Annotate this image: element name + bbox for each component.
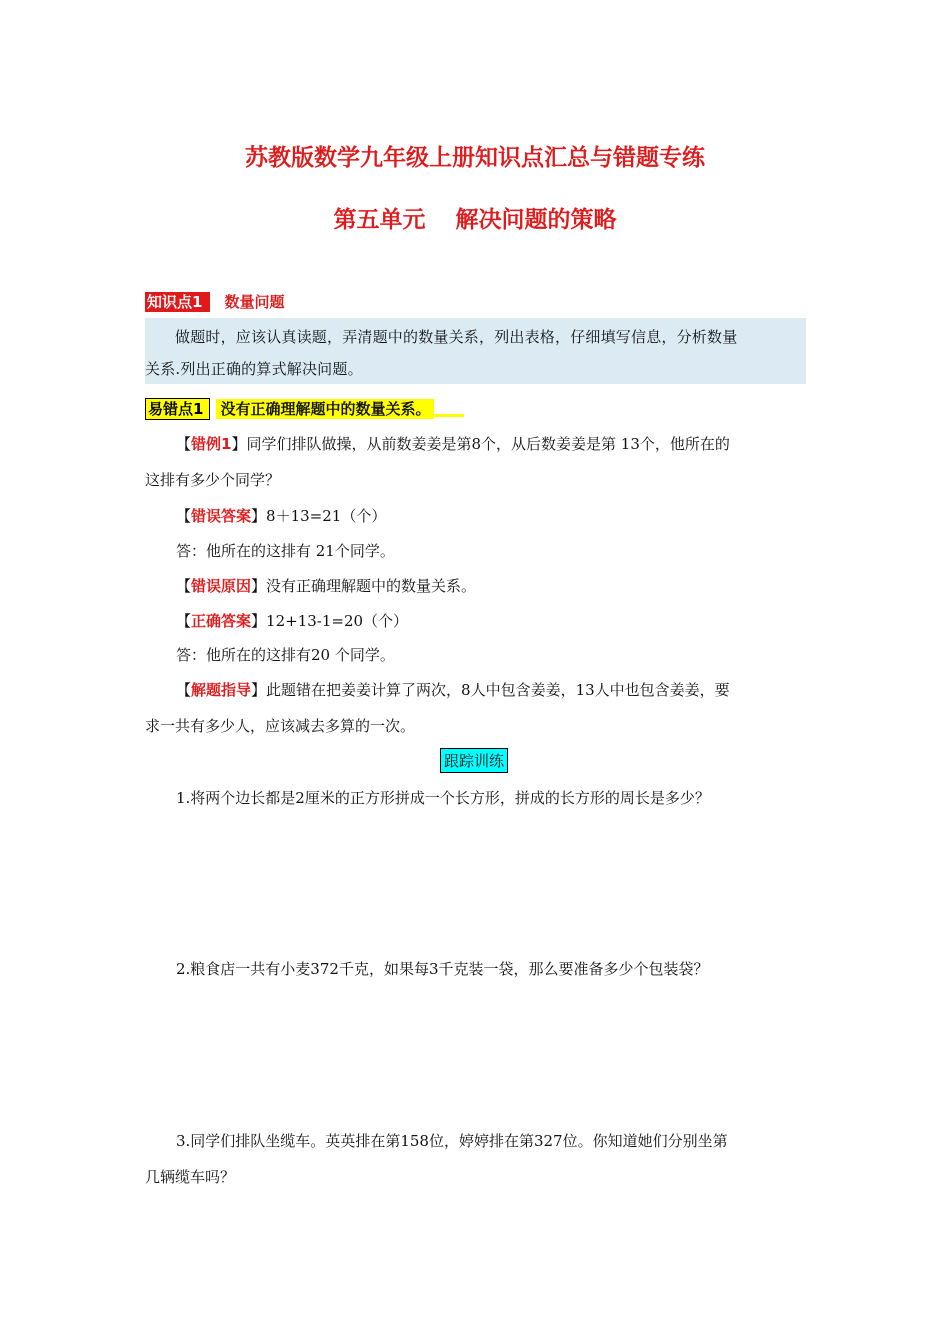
practice-question-1: 1.将两个边长都是2厘米的正方形拼成一个长方形，拼成的长方形的周长是多少？ xyxy=(176,789,710,807)
practice-question-2: 2.粮食店一共有小麦372千克，如果每3千克装一袋，那么要准备多少个包装袋？ xyxy=(176,960,709,978)
error-reason-line: 【错误原因】没有正确理解题中的数量关系。 xyxy=(176,577,477,595)
wrong-answer-line: 【错误答案】8＋13=21（个） xyxy=(176,507,387,525)
solution-guide-line: 【解题指导】此题错在把姜姜计算了两次，8人中包含姜姜，13人中也包含姜姜，要 xyxy=(176,681,730,699)
mistake-point-heading xyxy=(145,398,464,419)
summary-line-1: 做题时，应该认真读题，弄清题中的数量关系，列出表格，仔细填写信息，分析数量 xyxy=(175,328,738,346)
unit-heading xyxy=(0,201,950,234)
practice-heading: 跟踪训练 xyxy=(440,748,508,773)
mistake-point-title: 没有正确理解题中的数量关系。 xyxy=(216,399,434,419)
example-label: 错例1 xyxy=(191,435,232,453)
correct-answer-reply: 答：他所在的这排有20 个同学。 xyxy=(176,646,395,664)
practice-question-3-line-1: 3.同学们排队坐缆车。英英排在第158位，婷婷排在第327位。你知道她们分别坐第 xyxy=(176,1132,728,1150)
document-title: 苏教版数学九年级上册知识点汇总与错题专练 xyxy=(245,145,705,171)
wrong-answer-formula: 8＋13=21（个） xyxy=(266,507,387,525)
solution-guide-text-2: 求一共有多少人，应该减去多算的一次。 xyxy=(145,717,416,735)
example-text-1: 同学们排队做操，从前数姜姜是第8个，从后数姜姜是第 13个，他所在的 xyxy=(246,435,730,453)
error-reason-label: 错误原因 xyxy=(191,577,252,595)
solution-guide-text-1: 此题错在把姜姜计算了两次，8人中包含姜姜，13人中也包含姜姜，要 xyxy=(266,681,730,699)
wrong-answer-reply: 答：他所在的这排有 21个同学。 xyxy=(176,542,395,560)
knowledge-point-tag: 知识点1 xyxy=(145,292,210,312)
highlight-mark xyxy=(434,414,464,417)
correct-answer-formula: 12+13-1=20（个） xyxy=(266,612,409,630)
knowledge-point-heading xyxy=(145,291,284,312)
correct-answer-line: 【正确答案】12+13-1=20（个） xyxy=(176,612,409,630)
example-line-1: 【错例1】同学们排队做操，从前数姜姜是第8个，从后数姜姜是第 13个，他所在的 xyxy=(176,435,730,453)
summary-line-2: 关系.列出正确的算式解决问题。 xyxy=(145,360,363,378)
unit-number: 第五单元 xyxy=(333,207,426,233)
mistake-point-tag: 易错点1 xyxy=(145,398,210,420)
knowledge-summary-box xyxy=(145,318,806,384)
example-text-2: 这排有多少个同学？ xyxy=(145,471,281,489)
wrong-answer-label: 错误答案 xyxy=(191,507,252,525)
correct-answer-label: 正确答案 xyxy=(191,612,252,630)
unit-title: 解决问题的策略 xyxy=(455,207,617,233)
practice-question-3-line-2: 几辆缆车吗？ xyxy=(145,1168,236,1186)
error-reason-text: 没有正确理解题中的数量关系。 xyxy=(266,577,477,595)
solution-guide-label: 解题指导 xyxy=(191,681,252,699)
knowledge-point-title: 数量问题 xyxy=(224,293,285,311)
